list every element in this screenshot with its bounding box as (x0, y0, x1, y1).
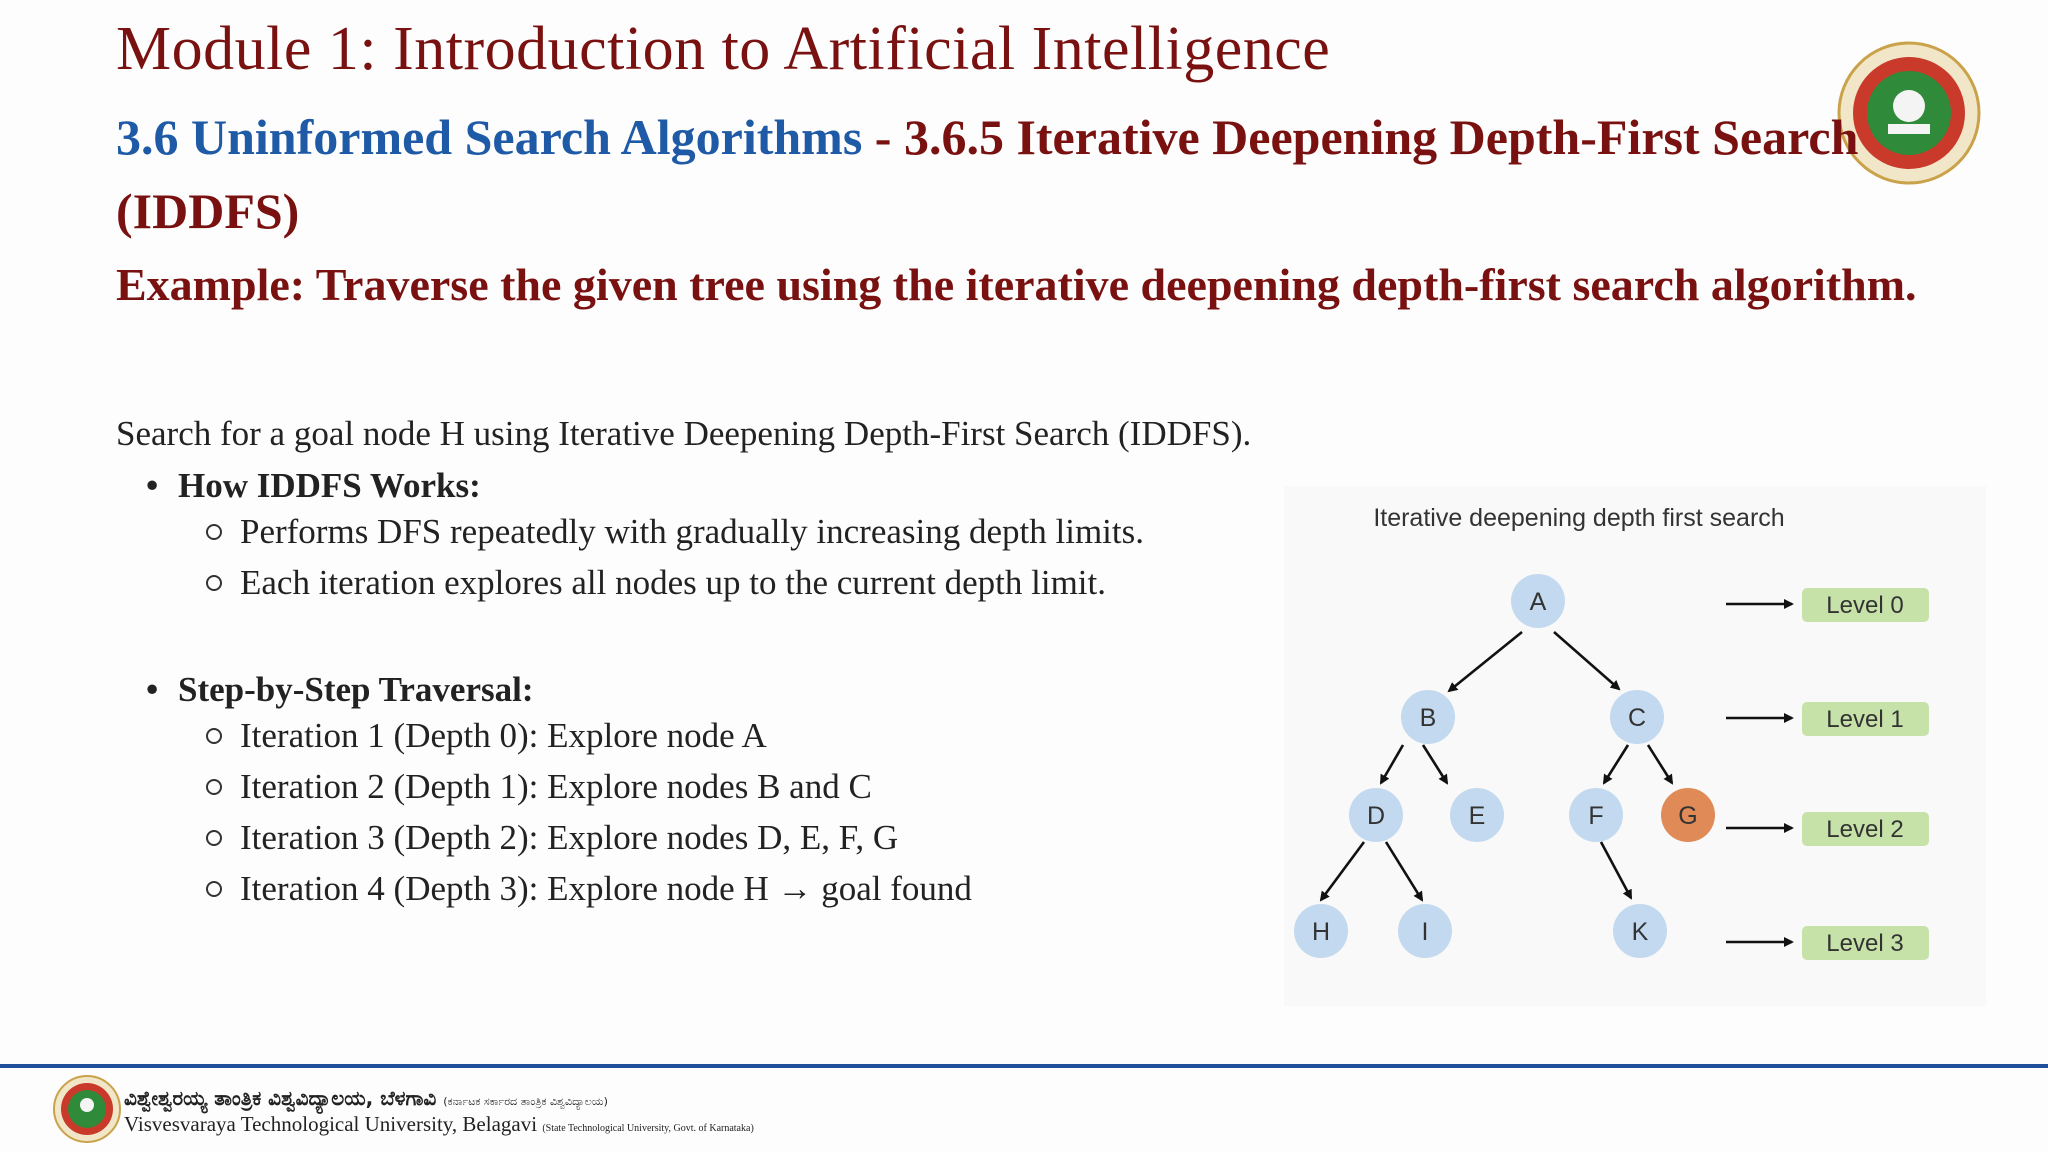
section-heading: 3.6 Uninformed Search Algorithms (116, 109, 863, 165)
kannada-note-text: (ಕರ್ನಾಟಕ ಸರ್ಕಾರದ ತಾಂತ್ರಿಕ ವಿಶ್ವವಿದ್ಯಾಲಯ) (443, 1095, 608, 1108)
list-item-text: Iteration 2 (Depth 1): Explore nodes B and C (240, 767, 872, 806)
edge-c-g (1648, 745, 1672, 783)
english-note-text: (State Technological University, Govt. of Karnataka) (542, 1123, 754, 1134)
edge-b-e (1423, 745, 1447, 783)
list-item (206, 761, 972, 812)
bullet-icon: • (146, 670, 159, 709)
bullet-icon: • (146, 466, 159, 505)
node-k-label: K (1631, 918, 1649, 946)
slide-title: Module 1: Introduction to Artificial Intelligence (116, 15, 1331, 83)
list-item-text: Each iteration explores all nodes up to the current depth limit. (240, 563, 1106, 602)
list-item-text: Iteration 3 (Depth 2): Explore nodes D, E, F, G (240, 818, 899, 857)
edge-c-f (1604, 745, 1628, 783)
circle-bullet-icon (206, 830, 222, 846)
list-item-text: Performs DFS repeatedly with gradually increasing depth limits. (240, 512, 1144, 551)
level-2-label: Level 2 (1826, 816, 1904, 843)
steps-section (146, 670, 972, 914)
footer-kannada-name (124, 1086, 608, 1110)
footer-rule (0, 1064, 2048, 1068)
list-item-text: Iteration 1 (Depth 0): Explore node A (240, 716, 767, 755)
english-name-text: Visvesvaraya Technological University, Belagavi (124, 1112, 538, 1136)
level-0-label: Level 0 (1826, 592, 1904, 619)
node-g-label: G (1678, 802, 1698, 830)
node-c-label: C (1627, 704, 1647, 732)
node-a-label: A (1529, 588, 1547, 616)
edge-d-h (1321, 842, 1364, 900)
steps-list (146, 710, 972, 914)
steps-heading-text: Step-by-Step Traversal: (178, 670, 534, 709)
how-heading (146, 466, 1144, 506)
node-h-label: H (1311, 918, 1331, 946)
steps-heading (146, 670, 972, 710)
circle-bullet-icon (206, 881, 222, 897)
list-item (206, 506, 1144, 557)
how-section (146, 466, 1144, 608)
node-i-label: I (1421, 918, 1429, 946)
iddfs-tree-diagram (1284, 486, 1986, 1006)
node-b-label: B (1419, 704, 1437, 732)
edge-d-i (1386, 842, 1422, 900)
list-item-text: Iteration 4 (Depth 3): Explore node H → goal found (240, 869, 972, 908)
intro-text: Search for a goal node H using Iterative Deepening Depth-First Search (IDDFS). (116, 414, 1252, 453)
how-heading-text: How IDDFS Works: (178, 466, 481, 505)
diagram-title: Iterative deepening depth first search (1373, 504, 1785, 532)
circle-bullet-icon (206, 575, 222, 591)
list-item (206, 557, 1144, 608)
edge-b-d (1381, 745, 1403, 783)
list-item (206, 710, 972, 761)
node-f-label: F (1588, 802, 1604, 830)
edge-f-k (1601, 842, 1631, 898)
level-3-label: Level 3 (1826, 930, 1904, 957)
circle-bullet-icon (206, 524, 222, 540)
list-item (206, 812, 972, 863)
circle-bullet-icon (206, 728, 222, 744)
example-statement: Example: Traverse the given tree using the iterative deepening depth-first search algorithm. (116, 259, 1917, 310)
footer-university-logo (52, 1074, 122, 1144)
how-list (146, 506, 1144, 608)
subsection-heading: - 3.6.5 Iterative Deepening Depth-First Search (IDDFS) (116, 109, 1859, 239)
circle-bullet-icon (206, 779, 222, 795)
kannada-name-text: ವಿಶ್ವೇಶ್ವರಯ್ಯ ತಾಂತ್ರಿಕ ವಿಶ್ವವಿದ್ಯಾಲಯ, ಬೆಳಗಾವಿ (124, 1086, 437, 1110)
node-e-label: E (1468, 802, 1486, 830)
edge-a-b (1449, 632, 1522, 691)
level-1-label: Level 1 (1826, 706, 1904, 733)
list-item (206, 863, 972, 914)
slide-subtitle (116, 100, 1876, 248)
footer-english-name (124, 1112, 754, 1137)
node-d-label: D (1366, 802, 1386, 830)
edge-a-c (1554, 632, 1619, 689)
